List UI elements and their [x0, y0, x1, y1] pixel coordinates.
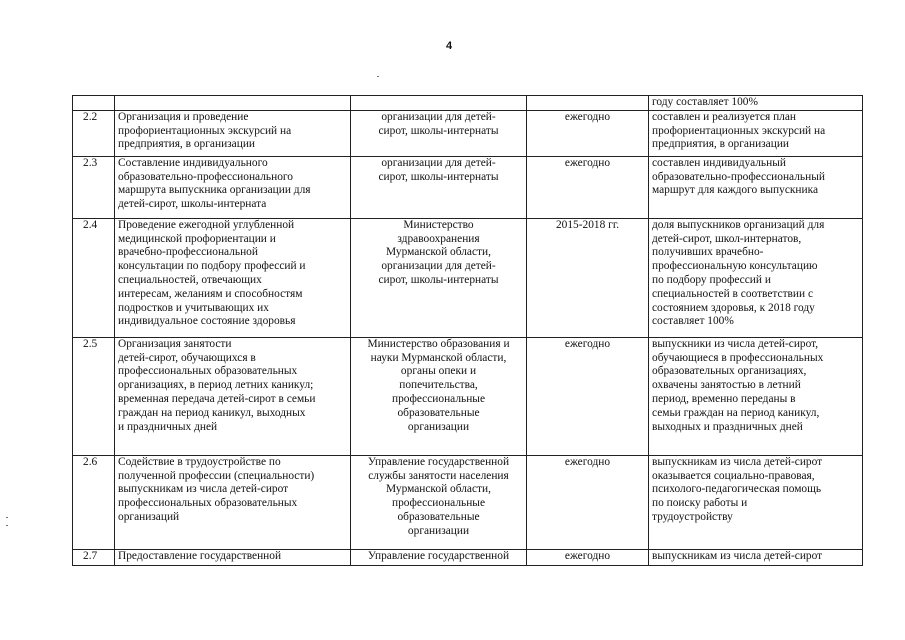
table-row	[73, 156, 863, 218]
term-cell: ежегодно	[527, 110, 649, 156]
indicator-cell: составлен и реализуется план профориентационных экскурсий на предприятия, в организации	[649, 110, 863, 156]
term-cell: ежегодно	[527, 455, 649, 549]
measure-cell: Составление индивидуального образовательно-профессионального маршрута выпускника организации для детей-сирот, школы-интерната	[115, 156, 351, 218]
measures-table	[72, 95, 863, 566]
indicator-cell: выпускникам из числа детей-сирот оказывается социально-правовая, психолого-педагогическая помощь по поиску работы и трудоустройству	[649, 455, 863, 549]
executor-cell: Управление государственной	[351, 549, 527, 565]
executor-cell: Министерство здравоохранения Мурманской области, организации для детей- сирот, школы-интернаты	[351, 218, 527, 337]
indicator-cell: выпускники из числа детей-сирот, обучающиеся в профессиональных образовательных организациях, охвачены занятостью в летний период, временно переданы в семьи граждан на период каникул, выходных и праздничных дней	[649, 337, 863, 455]
table-row	[73, 455, 863, 549]
row-number-cell: 2.3	[73, 156, 115, 218]
row-number-cell	[73, 96, 115, 111]
row-number-cell: 2.7	[73, 549, 115, 565]
row-number-cell: 2.6	[73, 455, 115, 549]
row-number-cell: 2.2	[73, 110, 115, 156]
table-row	[73, 549, 863, 565]
term-cell: ежегодно	[527, 337, 649, 455]
row-number-cell: 2.5	[73, 337, 115, 455]
table-row	[73, 110, 863, 156]
indicator-cell: составлен индивидуальный образовательно-профессиональный маршрут для каждого выпускника	[649, 156, 863, 218]
scan-speck	[6, 517, 8, 518]
measure-cell	[115, 96, 351, 111]
page-number: 4	[446, 40, 453, 52]
term-cell	[527, 96, 649, 111]
scan-speck	[377, 76, 379, 77]
indicator-cell: доля выпускников организаций для детей-сирот, школ-интернатов, получивших врачебно- профессиональную консультацию по подбору профессий и специальностей в соответствии с состоянием здоровья, к 2018 году составляет 100%	[649, 218, 863, 337]
measure-cell: Проведение ежегодной углубленной медицинской профориентации и врачебно-профессиональной консультации по подбору профессий и специальностей, отвечающих интересам, желаниям и способностям подростков и учитывающих их индивидуальное состояние здоровья	[115, 218, 351, 337]
table-row	[73, 218, 863, 337]
scan-speck	[6, 525, 8, 526]
executor-cell: организации для детей- сирот, школы-интернаты	[351, 110, 527, 156]
table-row	[73, 337, 863, 455]
executor-cell: Управление государственной службы занятости населения Мурманской области, профессиональные образовательные организации	[351, 455, 527, 549]
term-cell: ежегодно	[527, 156, 649, 218]
executor-cell: организации для детей- сирот, школы-интернаты	[351, 156, 527, 218]
table-row	[73, 96, 863, 111]
measure-cell: Предоставление государственной	[115, 549, 351, 565]
executor-cell: Министерство образования и науки Мурманской области, органы опеки и попечительства, профессиональные образовательные организации	[351, 337, 527, 455]
row-number-cell: 2.4	[73, 218, 115, 337]
term-cell: ежегодно	[527, 549, 649, 565]
measure-cell: Организация и проведение профориентационных экскурсий на предприятия, в организации	[115, 110, 351, 156]
measure-cell: Организация занятости детей-сирот, обучающихся в профессиональных образовательных организациях, в период летних каникул; временная передача детей-сирот в семьи граждан на период каникул, выходных и праздничных дней	[115, 337, 351, 455]
measures-table-body	[73, 96, 863, 566]
executor-cell	[351, 96, 527, 111]
measure-cell: Содействие в трудоустройстве по полученной профессии (специальности) выпускникам из числа детей-сирот профессиональных образовательных организаций	[115, 455, 351, 549]
indicator-cell: году составляет 100%	[649, 96, 863, 111]
indicator-cell: выпускникам из числа детей-сирот	[649, 549, 863, 565]
term-cell: 2015-2018 гг.	[527, 218, 649, 337]
